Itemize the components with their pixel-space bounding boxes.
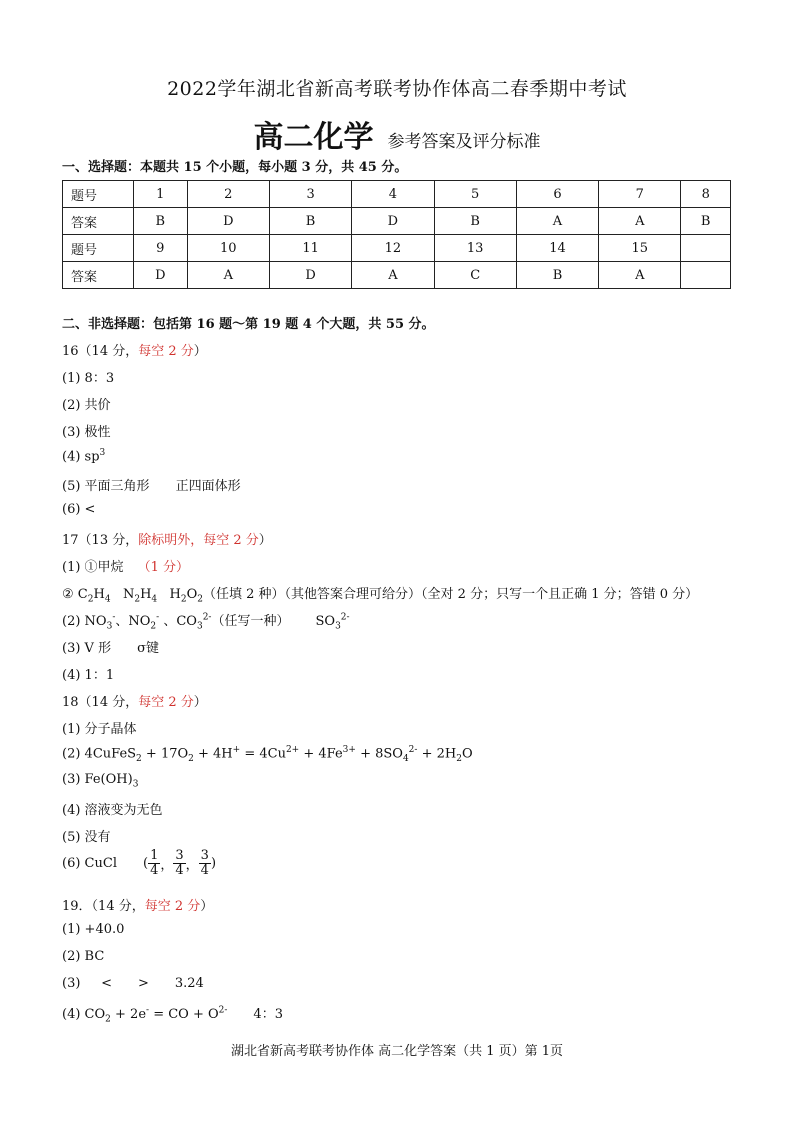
table-cell: 8 <box>681 181 731 208</box>
q17-head-end: ） <box>258 533 272 548</box>
q18-head-end: ） <box>193 695 207 710</box>
q18-answer-1: (1) 分子晶体 <box>62 722 137 737</box>
formula-feoh: (3) Fe(OH) <box>62 772 133 787</box>
q19-answer-4: (4) $CO_2 + 2e^-$ = CO + $O^{2-}$ 4：3 <box>62 1005 283 1025</box>
page-footer: 湖北省新高考联考协作体 高二化学答案（共 1 页）第 1页 <box>230 1044 564 1059</box>
superscript: 3 <box>99 448 106 458</box>
q17-answer-1b: ② $C_2H_4$ $N_2H_4$ $H_2O_2$（任填 2 种）（其他答案合理可给分）（全对 2 分；只写一个且正确 1 分；答错 0 分） <box>62 587 699 605</box>
table-cell <box>681 235 731 262</box>
q19-answer-3c: 3.24 <box>174 976 204 991</box>
table-cell: A <box>516 208 598 235</box>
q17-answer-1-score: （1 分） <box>137 560 189 575</box>
q18-answer-6: (6) CuCl ( $\frac{1}{4}$ ， $\frac{3}{4}$ ， $\frac{3}{4}$ ) <box>62 848 217 878</box>
fraction: $\frac{3}{4}$ <box>175 848 184 878</box>
q16-answer-3: (3) 极性 <box>62 425 111 440</box>
table-row <box>63 262 731 289</box>
row-label: 答案 <box>63 262 134 289</box>
q19-answer-2: (2) BC <box>62 949 105 964</box>
table-cell: D <box>269 262 351 289</box>
q16-answer-1: (1) 8：3 <box>62 371 115 386</box>
q19-answer-3a: (3) < <box>62 976 112 991</box>
table-cell: 7 <box>599 181 681 208</box>
q17-answer-2: (2) $NO_3^-$、$NO_2^-$ 、$CO_3^{2-}$（任写一种） $SO_3^{2-}$ <box>62 612 350 632</box>
q17-scoring: 除标明外，每空 2 分 <box>138 533 259 548</box>
table-cell: A <box>599 262 681 289</box>
table-cell: B <box>269 208 351 235</box>
table-cell: 15 <box>599 235 681 262</box>
subscript: 3 <box>132 779 139 790</box>
answer-table <box>62 180 731 289</box>
q18-answer-4: (4) 溶液变为无色 <box>62 803 163 818</box>
q18-scoring: 每空 2 分 <box>138 695 194 710</box>
row-label: 答案 <box>63 208 134 235</box>
subject-title: 高二化学 <box>253 120 374 155</box>
section2-heading: 二、非选择题：包括第 16 题～第 19 题 4 个大题，共 55 分。 <box>62 317 435 332</box>
q16-answer-5a: (5) 平面三角形 <box>62 479 150 494</box>
q19-answer-1: (1) +40.0 <box>62 922 125 937</box>
q18-head: 18（14 分， <box>62 695 139 710</box>
formula-c2h4: ② C <box>62 587 88 602</box>
q18-heading <box>62 691 207 710</box>
q19-answer-3 <box>62 976 204 991</box>
q16-answer-4-text: (4) sp <box>62 449 100 465</box>
table-cell: 9 <box>134 235 188 262</box>
table-cell: 14 <box>516 235 598 262</box>
table-cell: 11 <box>269 235 351 262</box>
q16-head-end: ） <box>193 344 207 359</box>
q17-head: 17（13 分， <box>62 533 139 548</box>
q17-answer-1-text: (1) ①甲烷 <box>62 560 124 575</box>
q19-heading <box>62 895 213 914</box>
q19-scoring: 每空 2 分 <box>144 899 201 914</box>
fraction: $\frac{3}{4}$ <box>200 848 209 878</box>
table-cell: D <box>134 262 188 289</box>
q16-head: 16（14 分， <box>62 344 139 359</box>
row-label: 题号 <box>63 235 134 262</box>
formula-no3: (2) NO <box>62 614 107 629</box>
q17-answer-4: (4) 1：1 <box>62 668 115 683</box>
q16-scoring: 每空 2 分 <box>138 344 194 359</box>
subtitle <box>0 112 794 156</box>
table-cell: 13 <box>434 235 516 262</box>
fraction: $\frac{1}{4}$ <box>150 848 159 878</box>
table-cell: 4 <box>352 181 434 208</box>
table-cell: 2 <box>187 181 269 208</box>
q16-answer-2: (2) 共价 <box>62 398 111 413</box>
table-cell: B <box>134 208 188 235</box>
table-cell: D <box>187 208 269 235</box>
table-cell: A <box>352 262 434 289</box>
table-cell: B <box>434 208 516 235</box>
equation-start: (2) 4CuFeS <box>62 746 137 762</box>
q16-answer-5b: 正四面体形 <box>175 479 241 494</box>
q17-answer-1 <box>62 556 189 575</box>
section1-heading: 一、选择题：本题共 15 个小题，每小题 3 分，共 45 分。 <box>62 160 408 175</box>
table-cell: A <box>187 262 269 289</box>
table-cell: 10 <box>187 235 269 262</box>
table-cell: 5 <box>434 181 516 208</box>
table-row <box>63 181 731 208</box>
q17-answer-2-note: （任写一种） <box>211 614 290 629</box>
q19-head: 19．（14 分， <box>62 899 145 914</box>
equation-co2: (4) CO <box>62 1007 106 1022</box>
q16-answer-5 <box>62 475 241 494</box>
q17-answer-3a: (3) V 形 <box>62 641 112 656</box>
q19-answer-3b: > <box>137 976 149 991</box>
q19-head-end: ） <box>200 899 214 914</box>
table-cell: C <box>434 262 516 289</box>
table-cell: B <box>681 208 731 235</box>
q19-answer-4-ratio: 4：3 <box>253 1007 283 1022</box>
table-cell: B <box>516 262 598 289</box>
table-cell: 6 <box>516 181 598 208</box>
table-row <box>63 235 731 262</box>
q17-answer-3 <box>62 637 159 656</box>
table-cell: 1 <box>134 181 188 208</box>
row-label: 题号 <box>63 181 134 208</box>
q16-answer-4 <box>62 448 105 464</box>
table-cell: 3 <box>269 181 351 208</box>
table-cell: 12 <box>352 235 434 262</box>
q18-answer-3 <box>62 772 138 790</box>
q18-answer-5: (5) 没有 <box>62 830 111 845</box>
q18-answer-2: (2) 4CuFeS$_2$ + $17O_2 + 4H^+ = 4Cu^{2+} + 4Fe^{3+} + 8SO_4^{2-} + 2H_2O$ <box>62 745 473 764</box>
q16-answer-6: (6) < <box>62 502 96 517</box>
answer-key-label: 参考答案及评分标准 <box>387 132 541 152</box>
q16-heading <box>62 340 207 359</box>
q17-heading <box>62 529 272 548</box>
table-row <box>63 208 731 235</box>
table-cell <box>681 262 731 289</box>
table-cell: A <box>599 208 681 235</box>
table-cell: D <box>352 208 434 235</box>
formula-cucl: (6) CuCl <box>62 856 117 871</box>
exam-title: 2022学年湖北省新高考联考协作体高二春季期中考试 <box>167 78 627 100</box>
q17-answer-3b: σ键 <box>137 641 159 656</box>
q17-answer-1b-note: （任填 2 种）（其他答案合理可给分）（全对 2 分；只写一个且正确 1 分；答错 0 分） <box>203 587 699 602</box>
